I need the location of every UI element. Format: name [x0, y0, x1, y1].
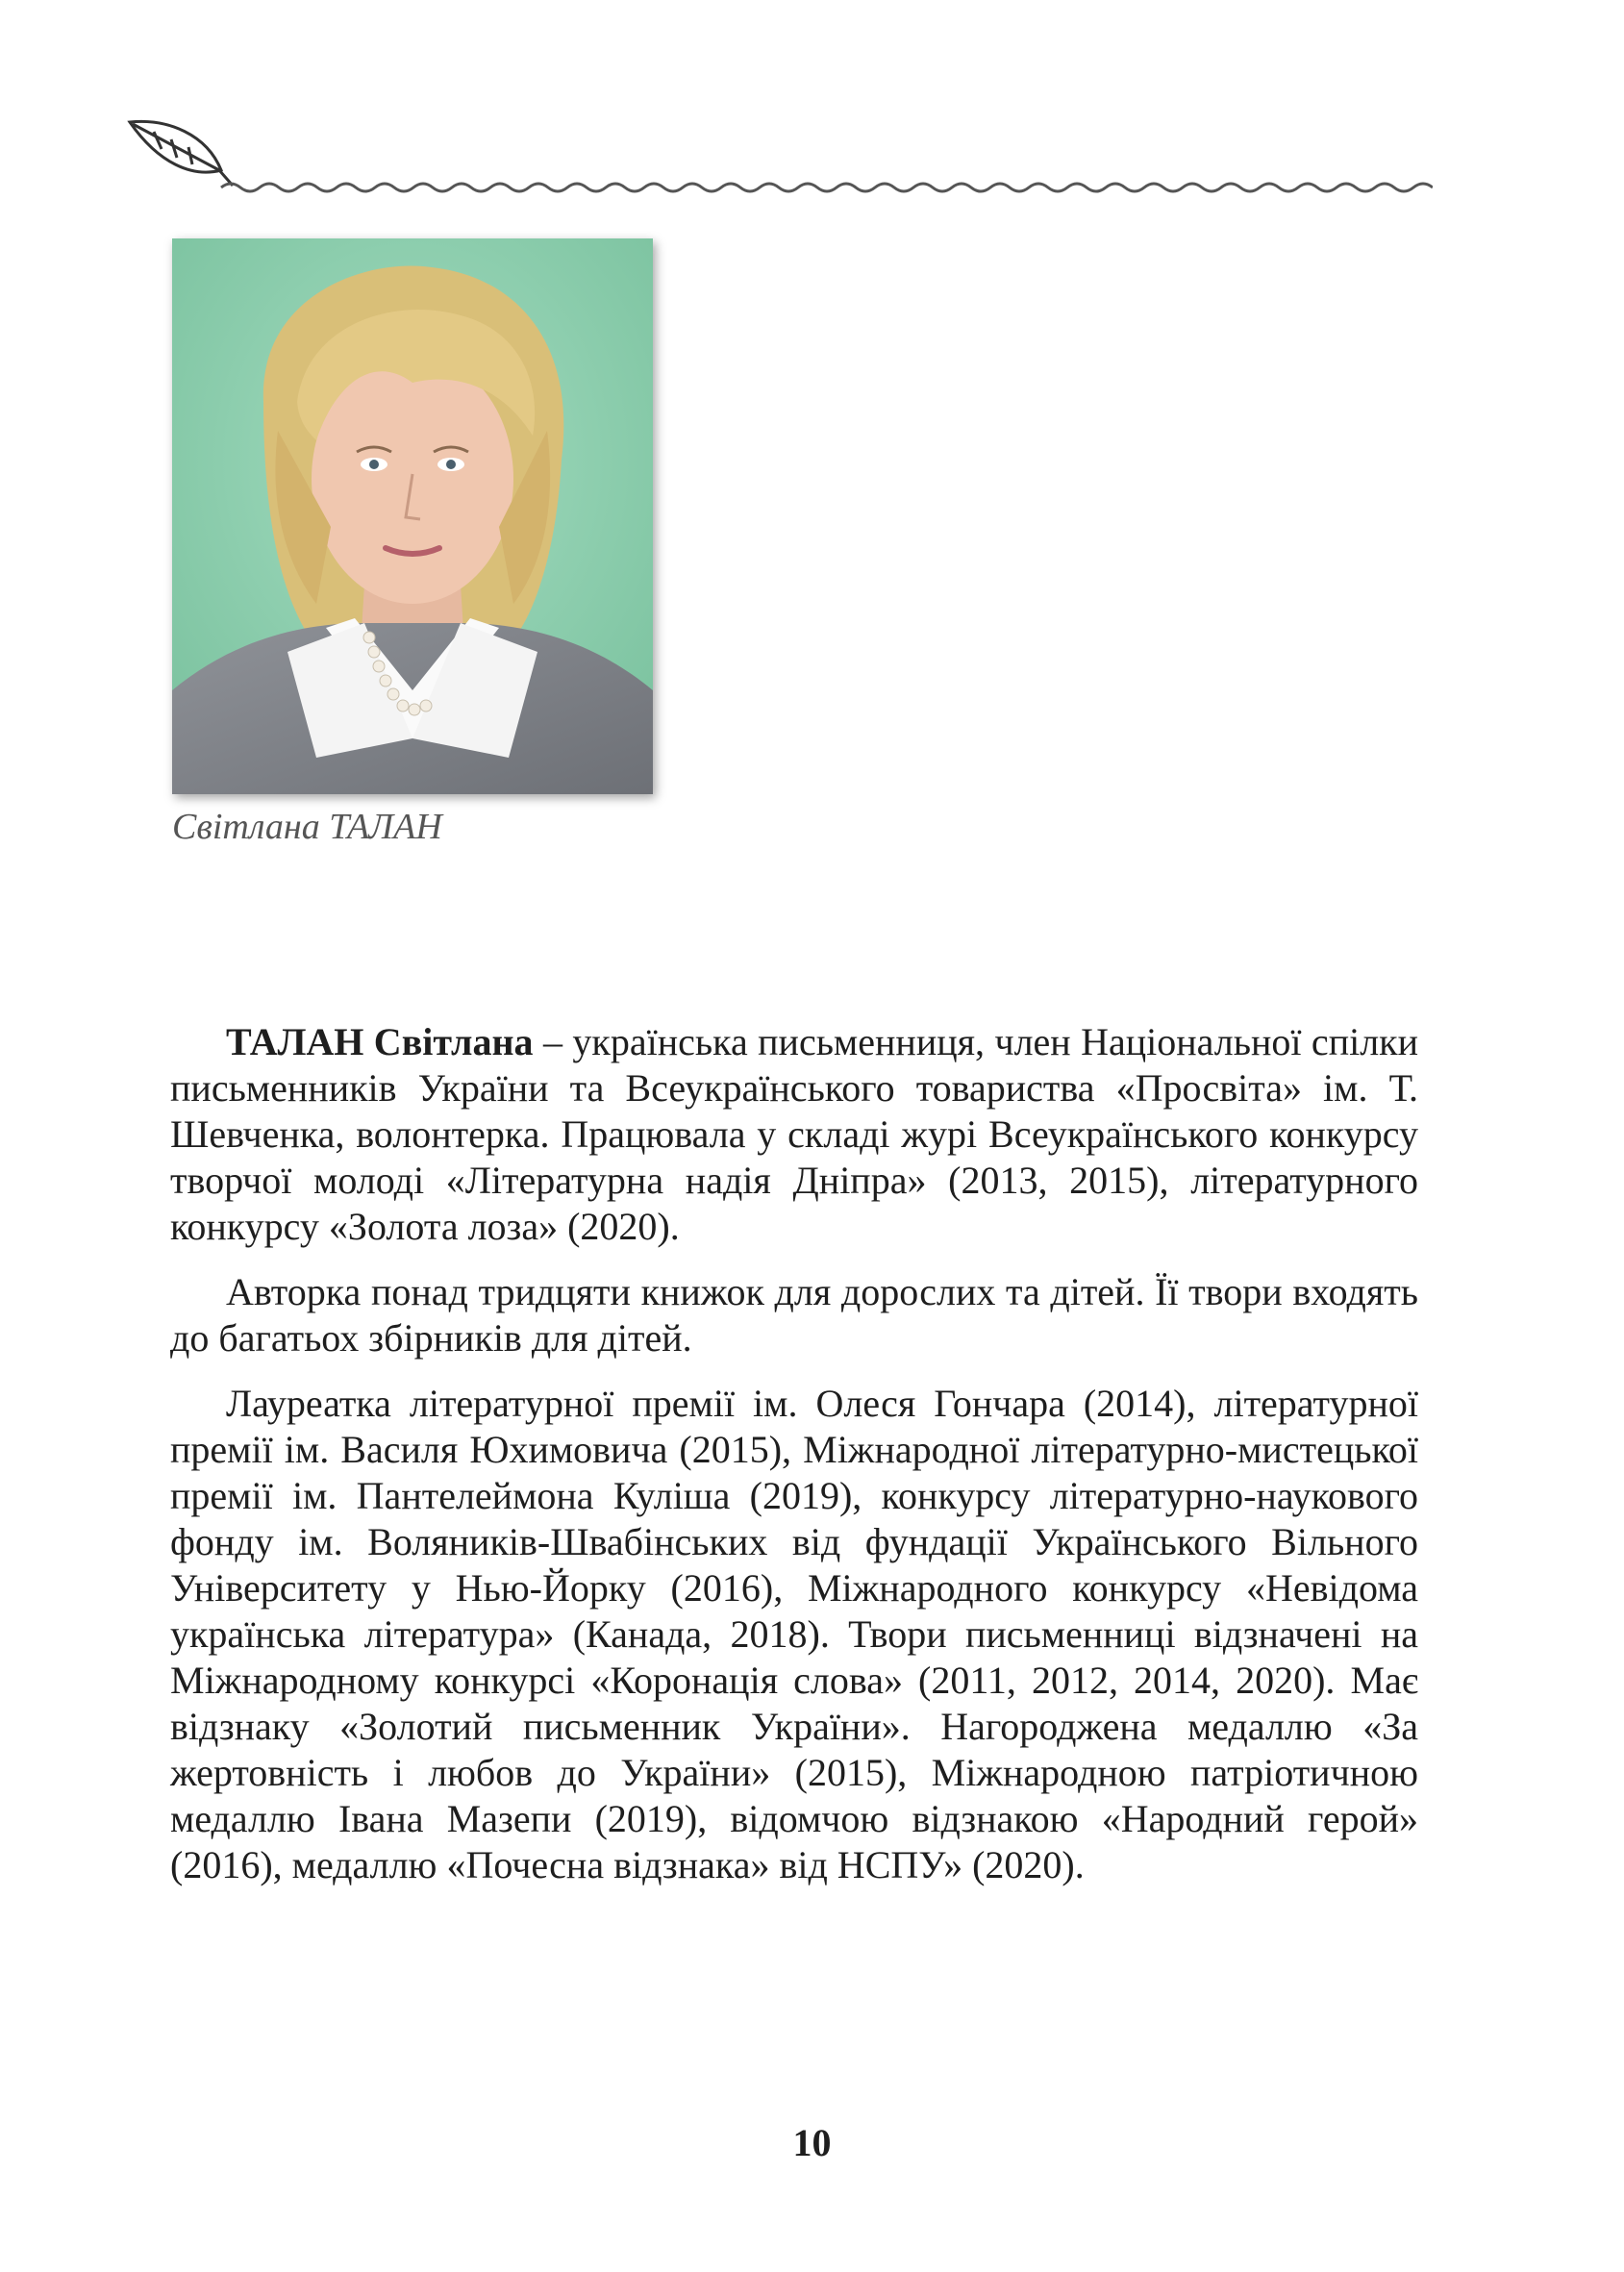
bio-paragraph-3: Лауреатка літературної премії ім. Олеся Гончара (2014), літературної премії ім. Василя Юхимовича (2015), Міжнародної літературно-мистецької премії ім. Пантелеймона Куліша (2019), конкурсу літературно-наукового фонду ім. Воляників-Швабінських від фундації Українського Вільного Університету у Нью-Йорку (2016), Міжнародного конкурсу «Невідома українська література» (Канада, 2018). Твори письменниці відзначені на Міжнародному конкурсі «Коронація слова» (2011, 2012, 2014, 2020). Має відзнаку «Золотий письменник України». Нагороджена медаллю «За жертовність і любов до України» (2015), Міжнародною патріотичною медаллю Івана Мазепи (2019), відомчою відзнакою «Народний герой» (2016), медаллю «Почесна відзнака» від НСПУ» (2020). — [170, 1382, 1418, 1886]
bio-paragraph-1 — [170, 1019, 1418, 1250]
wavy-rule — [221, 184, 1433, 191]
feather-wave-ornament — [115, 111, 1433, 202]
biography-text — [170, 1019, 1418, 1908]
feather-icon — [130, 121, 233, 186]
author-name: ТАЛАН Світлана — [226, 1020, 534, 1063]
bio-paragraph-2: Авторка понад тридцяти книжок для дорослих та дітей. Її твори входять до багатьох збірників для дітей. — [170, 1270, 1418, 1360]
page-number: 10 — [792, 2121, 832, 2164]
bio-paragraph-1-text: – українська письменниця, член Національної спілки письменників України та Всеукраїнського товариства «Просвіта» ім. Т. Шевченка, волонтерка. Працювала у складі журі Всеукраїнського конкурсу творчої молоді «Літературна надія Дніпра» (2013, 2015), літературного конкурсу «Золота лоза» (2020). — [170, 1020, 1419, 1248]
photo-caption: Світлана ТАЛАН — [172, 807, 442, 847]
author-portrait — [172, 238, 653, 794]
